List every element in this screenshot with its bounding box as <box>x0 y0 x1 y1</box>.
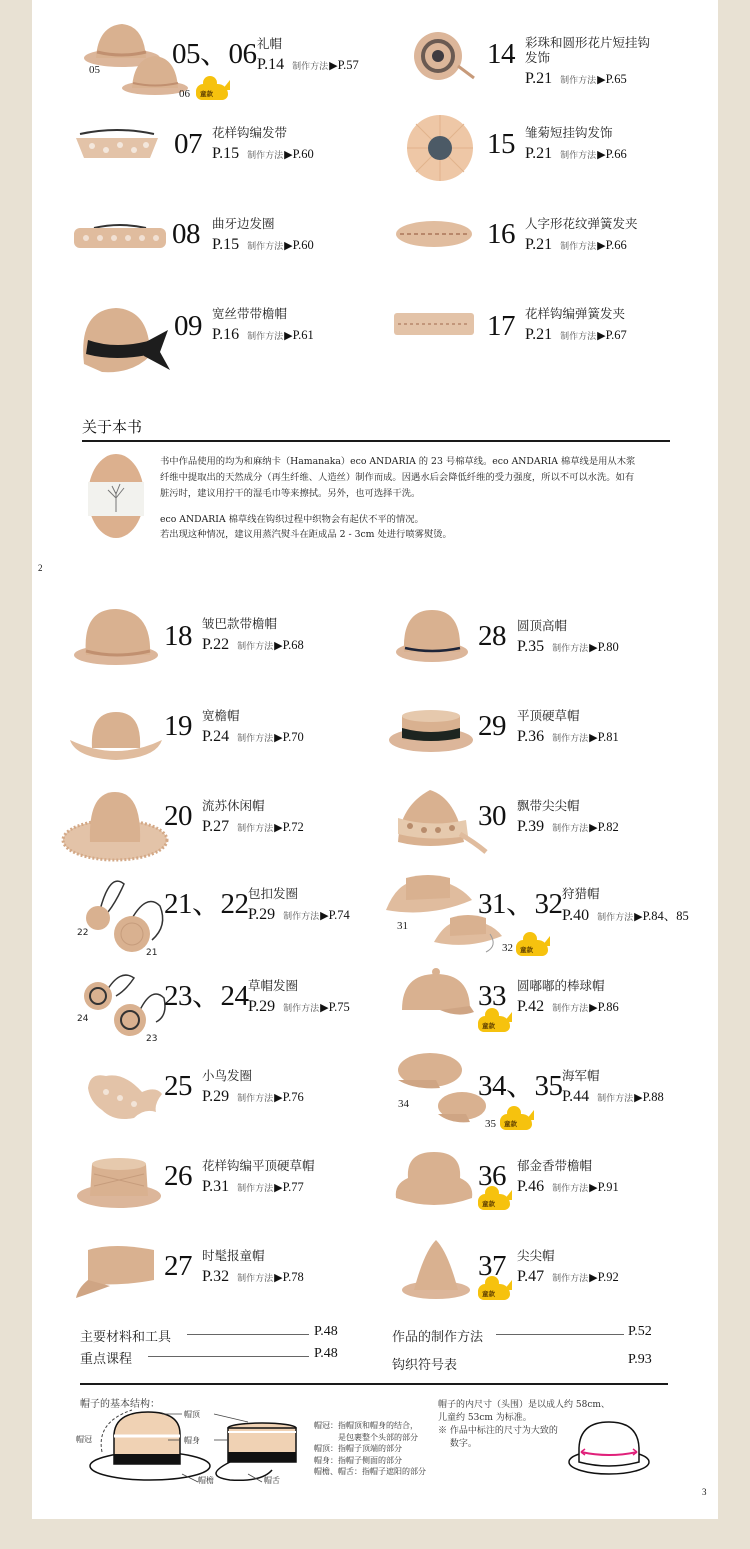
section-divider <box>80 1383 668 1385</box>
baseball-cap-33-image <box>398 966 474 1024</box>
item-title: 人字形花纹弹簧发夹 <box>525 216 638 231</box>
item-number: 14 <box>487 38 515 70</box>
item-title: 狩猎帽 <box>562 886 600 901</box>
pattern-spring-clip-17-image <box>392 310 476 338</box>
toc-item-materials-tools[interactable]: 主要材料和工具 <box>80 1330 172 1345</box>
item-title: 飘带尖尖帽 <box>517 798 580 813</box>
item-page-ref: P.14 制作方法▶P.57 <box>257 56 359 73</box>
item-title: 海军帽 <box>562 1068 600 1083</box>
item-page-ref: P.15 制作方法▶P.60 <box>212 145 314 162</box>
item-page-ref: P.42 制作方法▶P.86 <box>517 998 619 1015</box>
item-title-line2: 发饰 <box>525 50 551 65</box>
item-page-ref: P.39 制作方法▶P.82 <box>517 818 619 835</box>
item-title: 流苏休闲帽 <box>202 798 265 813</box>
toc-leader-line <box>187 1334 309 1335</box>
kids-badge-duck-icon: 童款 <box>498 1106 534 1132</box>
marine-cap-34-image <box>396 1050 462 1092</box>
item-page-ref: P.36 制作方法▶P.81 <box>517 728 619 745</box>
item-number: 08 <box>172 218 200 250</box>
toc-page: P.52 <box>628 1324 652 1339</box>
sub-label-31: 31 <box>397 920 408 932</box>
item-title: 尖尖帽 <box>517 1248 555 1263</box>
item-page-ref: P.27 制作方法▶P.72 <box>202 818 304 835</box>
item-page-ref: P.21 制作方法▶P.65 <box>525 70 627 87</box>
tulip-brim-hat-36-image <box>392 1148 476 1212</box>
item-title: 礼帽 <box>257 36 283 51</box>
item-number: 31、32 <box>478 888 563 920</box>
item-title: 平顶硬草帽 <box>517 708 580 723</box>
ribbon-brim-hat-09-image <box>72 300 172 378</box>
pattern-boater-hat-26-image <box>74 1152 164 1210</box>
sub-label-23: 23 <box>146 1034 158 1044</box>
label-crown: 帽冠 <box>76 1435 92 1444</box>
item-page-ref: P.44 制作方法▶P.88 <box>562 1088 664 1105</box>
scalloped-hairband-08-image <box>72 220 168 252</box>
toc-page: P.93 <box>628 1352 652 1367</box>
item-number: 36 <box>478 1160 506 1192</box>
item-number: 33 <box>478 980 506 1012</box>
item-title: 花样钩编平顶硬草帽 <box>202 1158 315 1173</box>
toc-leader-line <box>496 1334 624 1335</box>
item-title: 皱巴款带檐帽 <box>202 616 278 631</box>
item-title: 宽檐帽 <box>202 708 240 723</box>
page-number-left: 2 <box>38 563 43 573</box>
fringe-casual-hat-20-image <box>60 788 170 864</box>
item-page-ref: P.31 制作方法▶P.77 <box>202 1178 304 1195</box>
size-note: 帽子的内尺寸（头围）是以成人约 58cm、 儿童约 53cm 为标准。 ※ 作品中标注的尺寸为大致的 数字。 <box>438 1400 610 1449</box>
sub-label-05: 05 <box>89 64 100 76</box>
label-visor: 帽舌 <box>264 1476 280 1485</box>
straw-hat-hairtie-23-24-image <box>80 972 176 1042</box>
toc-page: P.48 <box>314 1324 338 1339</box>
page-number-right: 3 <box>702 1487 707 1497</box>
item-number: 30 <box>478 800 506 832</box>
item-number: 34、35 <box>478 1070 563 1102</box>
pointed-hat-37-image <box>400 1238 472 1302</box>
toc-page: P.48 <box>314 1346 338 1361</box>
hat-structure-title: 帽子的基本结构： <box>80 1399 160 1410</box>
item-title: 雏菊短挂钩发饰 <box>525 125 613 140</box>
covered-button-hairtie-21-22-image <box>80 878 176 954</box>
item-page-ref: P.29 制作方法▶P.75 <box>248 998 350 1015</box>
item-number: 21、22 <box>164 888 249 920</box>
item-title: 小鸟发圈 <box>202 1068 253 1083</box>
item-number: 37 <box>478 1250 506 1282</box>
item-page-ref: P.40 制作方法▶P.84、85 <box>562 907 689 924</box>
toc-item-stitch-symbols[interactable]: 钩织符号表 <box>392 1358 458 1373</box>
item-number: 19 <box>164 710 192 742</box>
item-page-ref: P.29 制作方法▶P.76 <box>202 1088 304 1105</box>
kids-badge-duck-icon: 童款 <box>476 1186 512 1212</box>
sub-label-22: 22 <box>77 928 89 938</box>
catalog-page <box>32 0 718 1519</box>
bowler-hat-28-image <box>394 606 470 664</box>
head-circumference-diagram <box>566 1420 652 1476</box>
about-paragraph-1: 书中作品使用的均为和麻纳卡（Hamanaka）eco ANDARIA 的 23 号棉草线。eco ANDARIA 棉草线是用从木浆纤维中提取出的天然成分（再生纤维、人造丝）制作而成。因遇水后会降低纤维的受力强度，所以不可以水洗。如有脏污时，建议用拧干的湿毛巾等来擦拭。另外，也可选择干洗。 <box>160 456 636 499</box>
toc-item-making-methods[interactable]: 作品的制作方法 <box>392 1330 484 1345</box>
item-page-ref: P.16 制作方法▶P.61 <box>212 326 314 343</box>
toc-item-key-lessons[interactable]: 重点课程 <box>80 1352 133 1367</box>
boater-hat-29-image <box>388 704 474 754</box>
item-number: 29 <box>478 710 506 742</box>
sub-label-21: 21 <box>146 948 158 958</box>
sub-label-35: 35 <box>485 1118 496 1130</box>
item-number: 25 <box>164 1070 192 1102</box>
item-title: 花样钩编弹簧发夹 <box>525 306 626 321</box>
item-number: 28 <box>478 620 506 652</box>
item-page-ref: P.29 制作方法▶P.74 <box>248 906 350 923</box>
about-paragraph-3: 若出现这种情况，建议用蒸汽熨斗在距成品 2 - 3cm 处进行喷雾熨烫。 <box>160 529 452 540</box>
sub-label-32: 32 <box>502 942 513 954</box>
item-page-ref: P.21 制作方法▶P.66 <box>525 145 627 162</box>
bead-circle-hairclip-14-image <box>410 28 480 88</box>
label-brim: 帽檐 <box>198 1476 214 1485</box>
sub-label-06: 06 <box>179 88 190 100</box>
wide-brim-hat-19-image <box>66 706 166 762</box>
item-number: 26 <box>164 1160 192 1192</box>
item-page-ref: P.24 制作方法▶P.70 <box>202 728 304 745</box>
sub-label-24: 24 <box>77 1014 89 1024</box>
item-page-ref: P.46 制作方法▶P.91 <box>517 1178 619 1195</box>
item-page-ref: P.47 制作方法▶P.92 <box>517 1268 619 1285</box>
safari-hat-31-image <box>384 870 474 916</box>
item-page-ref: P.21 制作方法▶P.67 <box>525 326 627 343</box>
item-page-ref: P.21 制作方法▶P.66 <box>525 236 627 253</box>
item-title: 圆顶高帽 <box>517 618 568 633</box>
item-number: 18 <box>164 620 192 652</box>
label-top: 帽顶 <box>184 1410 200 1419</box>
item-number: 16 <box>487 218 515 250</box>
label-body: 帽身 <box>184 1436 200 1445</box>
item-number: 07 <box>174 128 202 160</box>
kids-badge-duck-icon: 童款 <box>476 1008 512 1034</box>
item-title: 花样钩编发带 <box>212 125 288 140</box>
bird-hairtie-25-image <box>84 1068 166 1124</box>
crinkle-brim-hat-18-image <box>72 605 160 667</box>
item-page-ref: P.15 制作方法▶P.60 <box>212 236 314 253</box>
toc-leader-line <box>148 1356 309 1357</box>
headband-07-image <box>72 128 162 162</box>
item-title: 包扣发圈 <box>248 886 299 901</box>
item-title: 彩珠和圆形花片短挂钩 <box>525 35 651 50</box>
kids-badge-duck-icon: 童款 <box>514 932 550 958</box>
item-number: 20 <box>164 800 192 832</box>
item-title: 时髦报童帽 <box>202 1248 265 1263</box>
item-number: 05、06 <box>172 38 257 70</box>
item-number: 17 <box>487 310 515 342</box>
kids-badge-duck-icon: 童款 <box>194 76 230 102</box>
about-paragraph-2: eco ANDARIA 棉草线在钩织过程中织物会有起伏不平的情况。 <box>160 514 424 525</box>
item-page-ref: P.35 制作方法▶P.80 <box>517 638 619 655</box>
item-title: 圆嘟嘟的棒球帽 <box>517 978 605 993</box>
ribbon-pointed-hat-30-image <box>390 786 490 856</box>
item-page-ref: P.32 制作方法▶P.78 <box>202 1268 304 1285</box>
newsboy-cap-27-image <box>74 1240 158 1300</box>
item-page-ref: P.22 制作方法▶P.68 <box>202 636 304 653</box>
item-number: 23、24 <box>164 980 249 1012</box>
about-section-title: 关于本书 <box>82 418 143 436</box>
item-title: 草帽发圈 <box>248 978 299 993</box>
kids-badge-duck-icon: 童款 <box>476 1276 512 1302</box>
section-divider <box>82 440 670 442</box>
herringbone-spring-clip-16-image <box>394 218 474 250</box>
item-title: 宽丝带带檐帽 <box>212 306 288 321</box>
item-number: 15 <box>487 128 515 160</box>
item-number: 27 <box>164 1250 192 1282</box>
sub-label-34: 34 <box>398 1098 409 1110</box>
daisy-hairclip-15-image <box>404 112 476 184</box>
hat-structure-notes: 帽冠：指帽顶和帽身的结合， 是包裹整个头部的部分 帽顶：指帽子顶端的部分 帽身：指帽子侧面的部分 帽檐、帽舌：指帽子遮阳的部分 <box>314 1421 426 1476</box>
yarn-ball-image <box>84 452 148 540</box>
item-title: 曲牙边发圈 <box>212 216 275 231</box>
item-number: 09 <box>174 310 202 342</box>
item-title: 郁金香带檐帽 <box>517 1158 593 1173</box>
